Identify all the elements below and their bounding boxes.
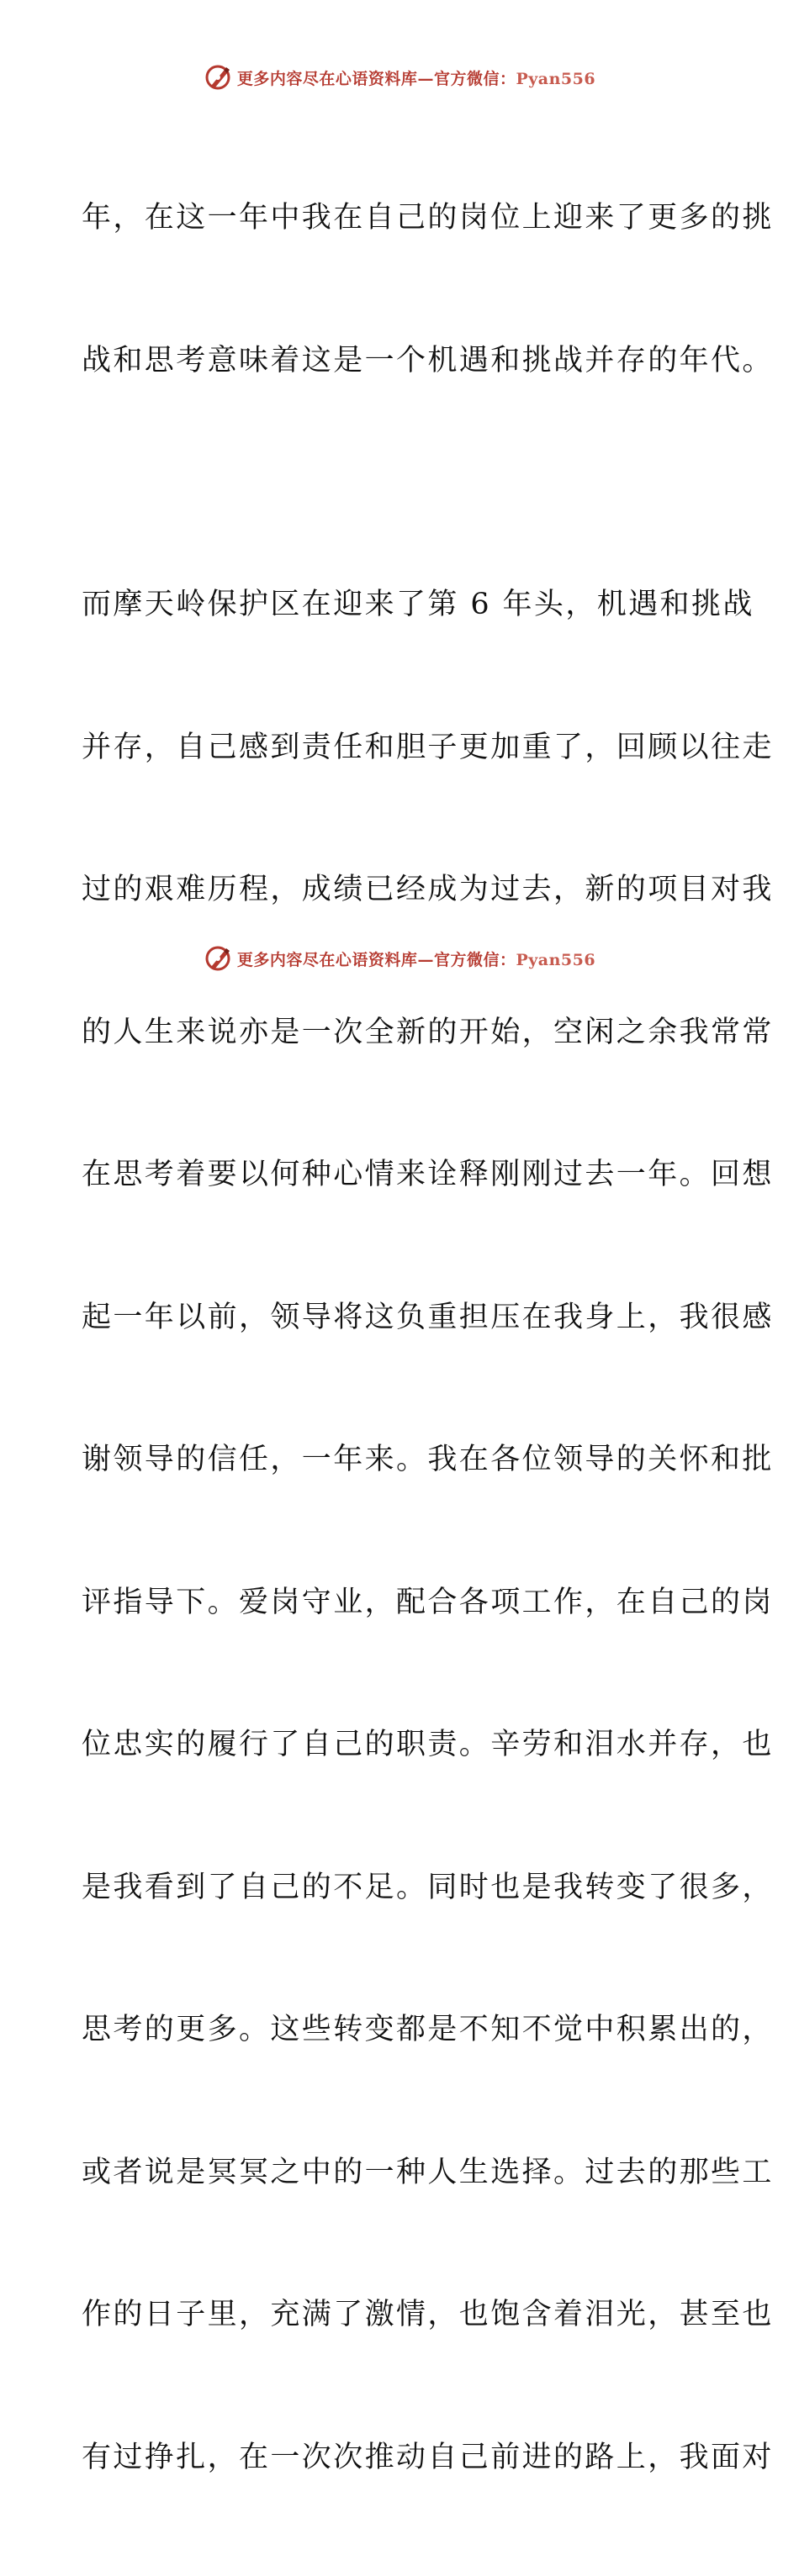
footer-banner-wechat-id: Pyan556: [516, 950, 596, 969]
text-line: 作的日子里，充满了激情，也饱含着泪光，甚至也: [82, 2298, 774, 2331]
header-banner-wechat-label: 官方微信：: [433, 69, 516, 88]
header-banner-main: 更多内容尽在心语资料库: [236, 69, 418, 88]
footer-banner-text: [237, 948, 595, 970]
text-line: 年，在这一年中我在自己的岗位上迎来了更多的挑: [82, 201, 774, 235]
footer-banner-separator: —: [417, 950, 434, 969]
header-banner-wechat-id: Pyan556: [516, 69, 596, 88]
text-line: 起一年以前，领导将这负重担压在我身上，我很感: [82, 1300, 774, 1334]
text-line: 是我看到了自己的不足。同时也是我转变了很多，: [82, 1870, 774, 1904]
pen-circle-logo-icon: [204, 944, 232, 973]
text-line: 在思考着要以何种心情来诠释刚刚过去一年。回想: [82, 1158, 774, 1191]
paragraph-2: [82, 486, 774, 2576]
text-line: 或者说是冥冥之中的一种人生选择。过去的那些工: [82, 2155, 774, 2189]
footer-banner: [0, 942, 799, 975]
header-banner: [0, 61, 799, 94]
document-body: [82, 99, 774, 2576]
text-line: 战和思考意味着这是一个机遇和挑战并存的年代。: [82, 343, 774, 377]
text-line: 过的艰难历程，成绩已经成为过去，新的项目对我: [82, 873, 774, 906]
text-line: 思考的更多。这些转变都是不知不觉中积累出的，: [82, 2013, 774, 2046]
text-line: 并存，自己感到责任和胆子更加重了，回顾以往走: [82, 730, 774, 764]
footer-banner-main: 更多内容尽在心语资料库: [236, 950, 418, 969]
paragraph-1: [82, 99, 774, 479]
pen-circle-logo-icon: [204, 63, 232, 92]
header-banner-separator: —: [417, 69, 434, 88]
header-banner-text: [237, 66, 595, 89]
text-line: 而摩天岭保护区在迎来了第 6 年头，机遇和挑战: [82, 588, 754, 621]
text-line: 位忠实的履行了自己的职责。辛劳和泪水并存，也: [82, 1728, 774, 1761]
text-line: 谢领导的信任，一年来。我在各位领导的关怀和批: [82, 1443, 774, 1476]
text-line: 评指导下。爱岗守业，配合各项工作，在自己的岗: [82, 1585, 774, 1619]
footer-banner-wechat-label: 官方微信：: [433, 950, 516, 969]
text-line: 的人生来说亦是一次全新的开始，空闲之余我常常: [82, 1015, 774, 1049]
text-line: 有过挣扎，在一次次推动自己前进的路上，我面对: [82, 2440, 774, 2474]
